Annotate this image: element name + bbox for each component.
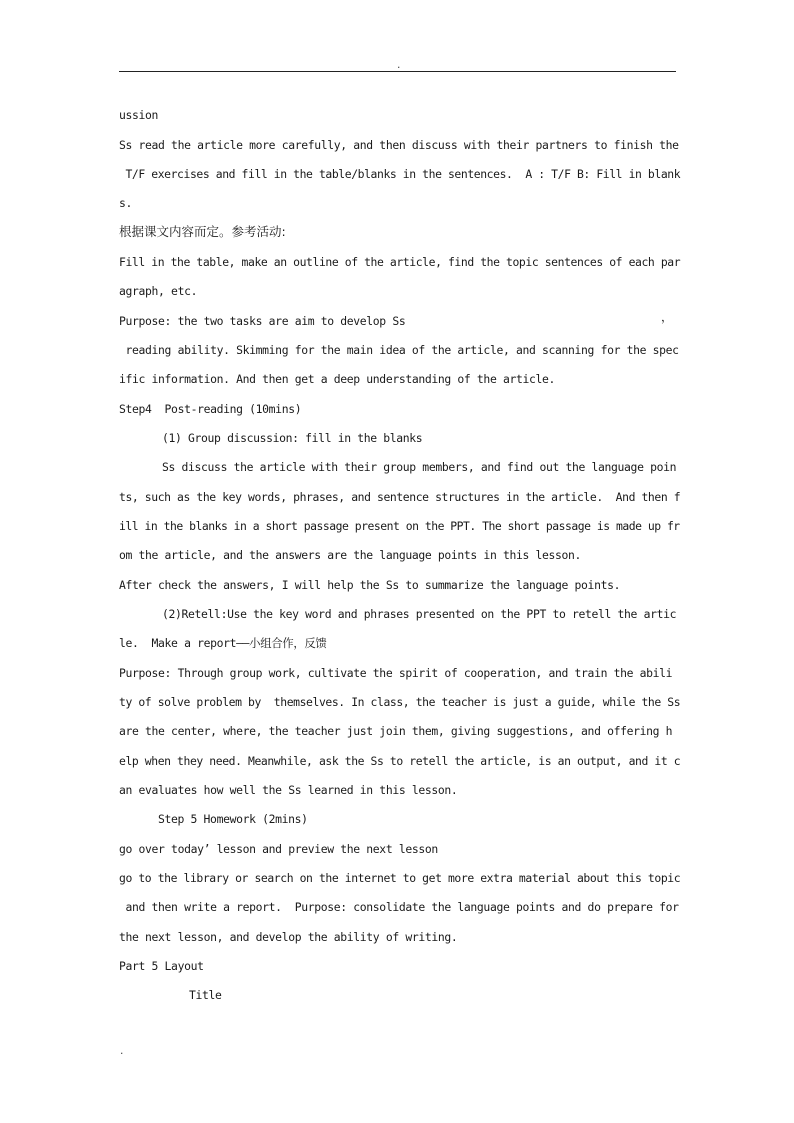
text-line: are the center, where, the teacher just join them, giving suggestions, and offering h: [119, 724, 673, 738]
text-line: ty of solve problem by themselves. In class, the teacher is just a guide, while the Ss: [119, 695, 681, 709]
text-line: ts, such as the key words, phrases, and sentence structures in the article. And then f: [119, 490, 681, 504]
part-heading: Part 5 Layout: [119, 959, 204, 973]
footer-dot: .: [119, 1047, 125, 1057]
text-line: Ss discuss the article with their group members, and find out the language poin: [162, 460, 677, 474]
header-dot: .: [396, 61, 402, 71]
text-line: s.: [119, 196, 133, 210]
step-heading: Step 5 Homework (2mins): [158, 812, 308, 826]
text-line: reading ability. Skimming for the main idea of the article, and scanning for the spec: [119, 343, 679, 357]
text-line: ussion: [119, 108, 159, 122]
step-heading: Step4 Post-reading (10mins): [119, 402, 302, 416]
text-line: Purpose: Through group work, cultivate the spirit of cooperation, and train the abili: [119, 666, 673, 680]
text-line: T/F exercises and fill in the table/blanks in the sentences. A : T/F B: Fill in blank: [119, 167, 681, 181]
stray-comma: ，: [661, 310, 674, 324]
text-line: go to the library or search on the internet to get more extra material about this topic: [119, 871, 681, 885]
text-line: (1) Group discussion: fill in the blanks: [162, 431, 423, 445]
text-line: ific information. And then get a deep understanding of the article.: [119, 372, 556, 386]
text-line: elp when they need. Meanwhile, ask the Ss to retell the article, is an output, and it c: [119, 754, 681, 768]
text-line: om the article, and the answers are the language points in this lesson.: [119, 548, 582, 562]
header-rule: [119, 71, 676, 72]
text-line: and then write a report. Purpose: consolidate the language points and do prepare for: [119, 900, 679, 914]
text-line: ill in the blanks in a short passage present on the PPT. The short passage is made up fr: [119, 519, 680, 533]
text-line: Fill in the table, make an outline of the article, find the topic sentences of each par: [119, 255, 681, 269]
text-line: Purpose: the two tasks are aim to develop Ss: [119, 314, 406, 328]
text-line: After check the answers, I will help the Ss to summarize the language points.: [119, 578, 621, 592]
text-line: Ss read the article more carefully, and then discuss with their partners to finish the: [119, 138, 679, 152]
text-line: the next lesson, and develop the ability of writing.: [119, 930, 458, 944]
text-line: (2)Retell:Use the key word and phrases presented on the PPT to retell the artic: [162, 607, 677, 621]
text-line: an evaluates how well the Ss learned in this lesson.: [119, 783, 458, 797]
chinese-text-line: 根据课文内容而定。参考活动:: [119, 224, 286, 239]
text-line: go over today’ lesson and preview the next lesson: [119, 842, 438, 856]
text-line: le. Make a report——小组合作，反馈: [119, 636, 327, 650]
layout-title-label: Title: [189, 988, 222, 1002]
text-line: agraph, etc.: [119, 284, 198, 298]
